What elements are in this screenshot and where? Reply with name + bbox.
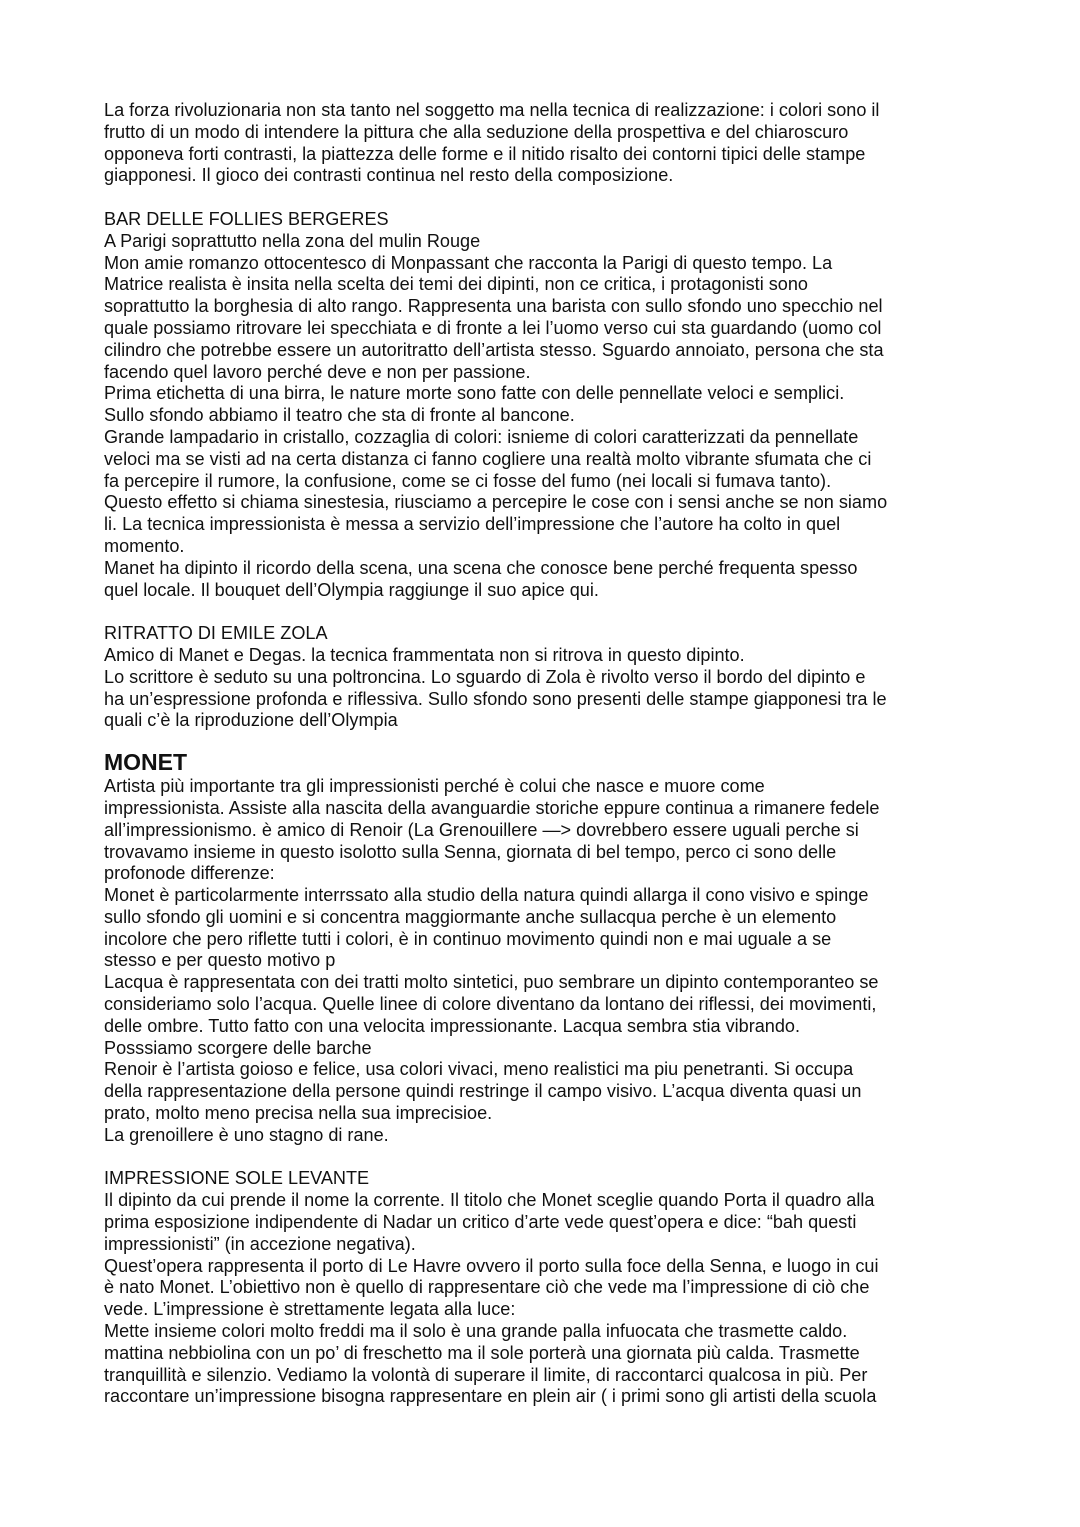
text-line: è nato Monet. L’obiettivo non è quello di rappresentare ciò che vede ma l’impressione di ciò che <box>104 1277 870 1298</box>
text-line: li. La tecnica impressionista è messa a servizio dell’impressione che l’autore ha colto in quel <box>104 514 841 535</box>
text-line: facendo quel lavoro perché deve e non per passione. <box>104 361 531 382</box>
text-line: Lacqua è rappresentata con dei tratti molto sintetici, puo sembrare un dipinto contemporanteo se <box>104 972 879 993</box>
paragraph-gap <box>104 732 984 743</box>
text-line: opponeva forti contrasti, la piattezza delle forme e il nitido risalto dei contorni tipici delle stampe <box>104 143 866 164</box>
text-line: A Parigi soprattutto nella zona del mulin Rouge <box>104 230 481 251</box>
text-line: tranquillità e silenzio. Vediamo la volontà di superare il limite, di raccontarci qualcosa in più. Per <box>104 1364 868 1385</box>
text-line: momento. <box>104 535 185 556</box>
text-line: impressionisti” (in accezione negativa). <box>104 1233 416 1254</box>
paragraph-gap <box>104 601 984 623</box>
document-page <box>104 100 984 1408</box>
text-line: stesso e per questo motivo p <box>104 950 336 971</box>
text-line: Artista più importante tra gli impressionisti perché è colui che nasce e muore come <box>104 776 765 797</box>
text-line: all’impressionismo. è amico di Renoir (La Grenouillere —> dovrebbero essere uguali perche si <box>104 819 859 840</box>
section-monet <box>104 747 984 1147</box>
text-line: ha un’espressione profonda e riflessiva. Sullo sfondo sono presenti delle stampe giapponesi tra le <box>104 688 887 709</box>
text-line: veloci ma se visti ad na certa distanza ci fanno cogliere una realtà molto vibrante sfumata che ci <box>104 448 872 469</box>
text-line: giapponesi. Il gioco dei contrasti continua nel resto della composizione. <box>104 165 674 186</box>
text-line: fa percepire il rumore, la confusione, come se ci fosse del fumo (nei locali si fumava tanto). <box>104 470 832 491</box>
text-line: sullo sfondo gli uomini e si concentra maggiormante anche sullacqua perche è un elemento <box>104 906 837 927</box>
section-zola <box>104 623 984 732</box>
text-line: Il dipinto da cui prende il nome la corrente. Il titolo che Monet sceglie quando Porta il quadro alla <box>104 1190 875 1211</box>
text-line: vede. L’impressione è strettamente legata alla luce: <box>104 1299 516 1320</box>
text-line: prato, molto meno precisa nella sua imprecisioe. <box>104 1103 493 1124</box>
text-line: Amico di Manet e Degas. la tecnica frammentata non si ritrova in questo dipinto. <box>104 644 745 665</box>
text-line: soprattutto la borghesia di alto rango. Rappresenta una barista con sullo sfondo uno specchio nel <box>104 296 883 317</box>
text-line: raccontare un’impressione bisogna rappresentare en plein air ( i primi sono gli artisti della scuola <box>104 1386 877 1407</box>
text-line: Posssiamo scorgere delle barche <box>104 1037 372 1058</box>
paragraph-gap <box>104 1147 984 1169</box>
text-line: Quest’opera rappresenta il porto di Le Havre ovvero il porto sulla foce della Senna, e luogo in cui <box>104 1255 879 1276</box>
text-line: quali c’è la riproduzione dell’Olympia <box>104 710 398 731</box>
text-line: frutto di un modo di intendere la pittura che alla seduzione della prospettiva e del chiaroscuro <box>104 121 849 142</box>
text-line: incolore che pero riflette tutti i colori, è in continuo movimento quindi non e mai uguale a se <box>104 928 832 949</box>
text-line: trovavamo insieme in questo isolotto sulla Senna, giornata di bel tempo, perco ci sono delle <box>104 841 837 862</box>
text-line: quale possiamo ritrovare lei specchiata e di fronte a lei l’uomo verso cui sta guardando (uomo col <box>104 317 882 338</box>
paragraph-gap <box>104 187 984 209</box>
text-line: Mette insieme colori molto freddi ma il solo è una grande palla infuocata che trasmette caldo. <box>104 1321 848 1342</box>
text-line: cilindro che potrebbe essere un autoritratto dell’artista stesso. Sguardo annoiato, persona che sta <box>104 339 884 360</box>
text-line: Sullo sfondo abbiamo il teatro che sta di fronte al bancone. <box>104 405 575 426</box>
section-title: RITRATTO DI EMILE ZOLA <box>104 623 328 644</box>
text-line: quel locale. Il bouquet dell’Olympia raggiunge il suo apice qui. <box>104 579 599 600</box>
text-line: impressionista. Assiste alla nascita della avanguardie storiche eppure continua a rimanere fedele <box>104 797 880 818</box>
text-line: La forza rivoluzionaria non sta tanto nel soggetto ma nella tecnica di realizzazione: i colori sono il <box>104 100 880 120</box>
text-line: Monet è particolarmente interrssato alla studio della natura quindi allarga il cono visivo e spinge <box>104 885 869 906</box>
section-title: IMPRESSIONE SOLE LEVANTE <box>104 1168 370 1189</box>
text-line: Grande lampadario in cristallo, cozzaglia di colori: isnieme di colori caratterizzati da pennellate <box>104 426 859 447</box>
text-line: Prima etichetta di una birra, le nature morte sono fatte con delle pennellate veloci e semplici. <box>104 383 845 404</box>
section-title: BAR DELLE FOLLIES BERGERES <box>104 208 389 229</box>
text-line: mattina nebbiolina con un po’ di freschetto ma il sole porterà una giornata più calda. Trasmette <box>104 1342 860 1363</box>
intro-paragraph <box>104 100 984 187</box>
text-line: Manet ha dipinto il ricordo della scena, una scena che conosce bene perché frequenta spesso <box>104 557 858 578</box>
text-line: delle ombre. Tutto fatto con una velocita impressionante. Lacqua sembra stia vibrando. <box>104 1015 800 1036</box>
text-line: Matrice realista è insita nella scelta dei temi dei dipinti, non ce critica, i protagonisti sono <box>104 274 808 295</box>
section-heading-monet: MONET <box>104 749 188 776</box>
text-line: La grenoillere è uno stagno di rane. <box>104 1124 389 1145</box>
text-line: Questo effetto si chiama sinestesia, riusciamo a percepire le cose con i sensi anche se non siamo <box>104 492 888 513</box>
text-line: della rappresentazione della persone quindi restringe il campo visivo. L’acqua diventa quasi un <box>104 1081 862 1102</box>
text-line: consideriamo solo l’acqua. Quelle linee di colore diventano da lontano dei riflessi, dei movimenti, <box>104 994 877 1015</box>
text-line: Renoir è l’artista goioso e felice, usa colori vivaci, meno realistici ma piu penetranti. Si occupa <box>104 1059 854 1080</box>
text-line: prima esposizione indipendente di Nadar un critico d’arte vede quest’opera e dice: “bah questi <box>104 1212 857 1233</box>
section-bar-follies <box>104 209 984 601</box>
text-line: Mon amie romanzo ottocentesco di Monpassant che racconta la Parigi di questo tempo. La <box>104 252 833 273</box>
section-impressione <box>104 1168 984 1408</box>
text-line: profonode differenze: <box>104 863 275 884</box>
text-line: Lo scrittore è seduto su una poltroncina. Lo sguardo di Zola è rivolto verso il bordo del dipinto e <box>104 666 866 687</box>
